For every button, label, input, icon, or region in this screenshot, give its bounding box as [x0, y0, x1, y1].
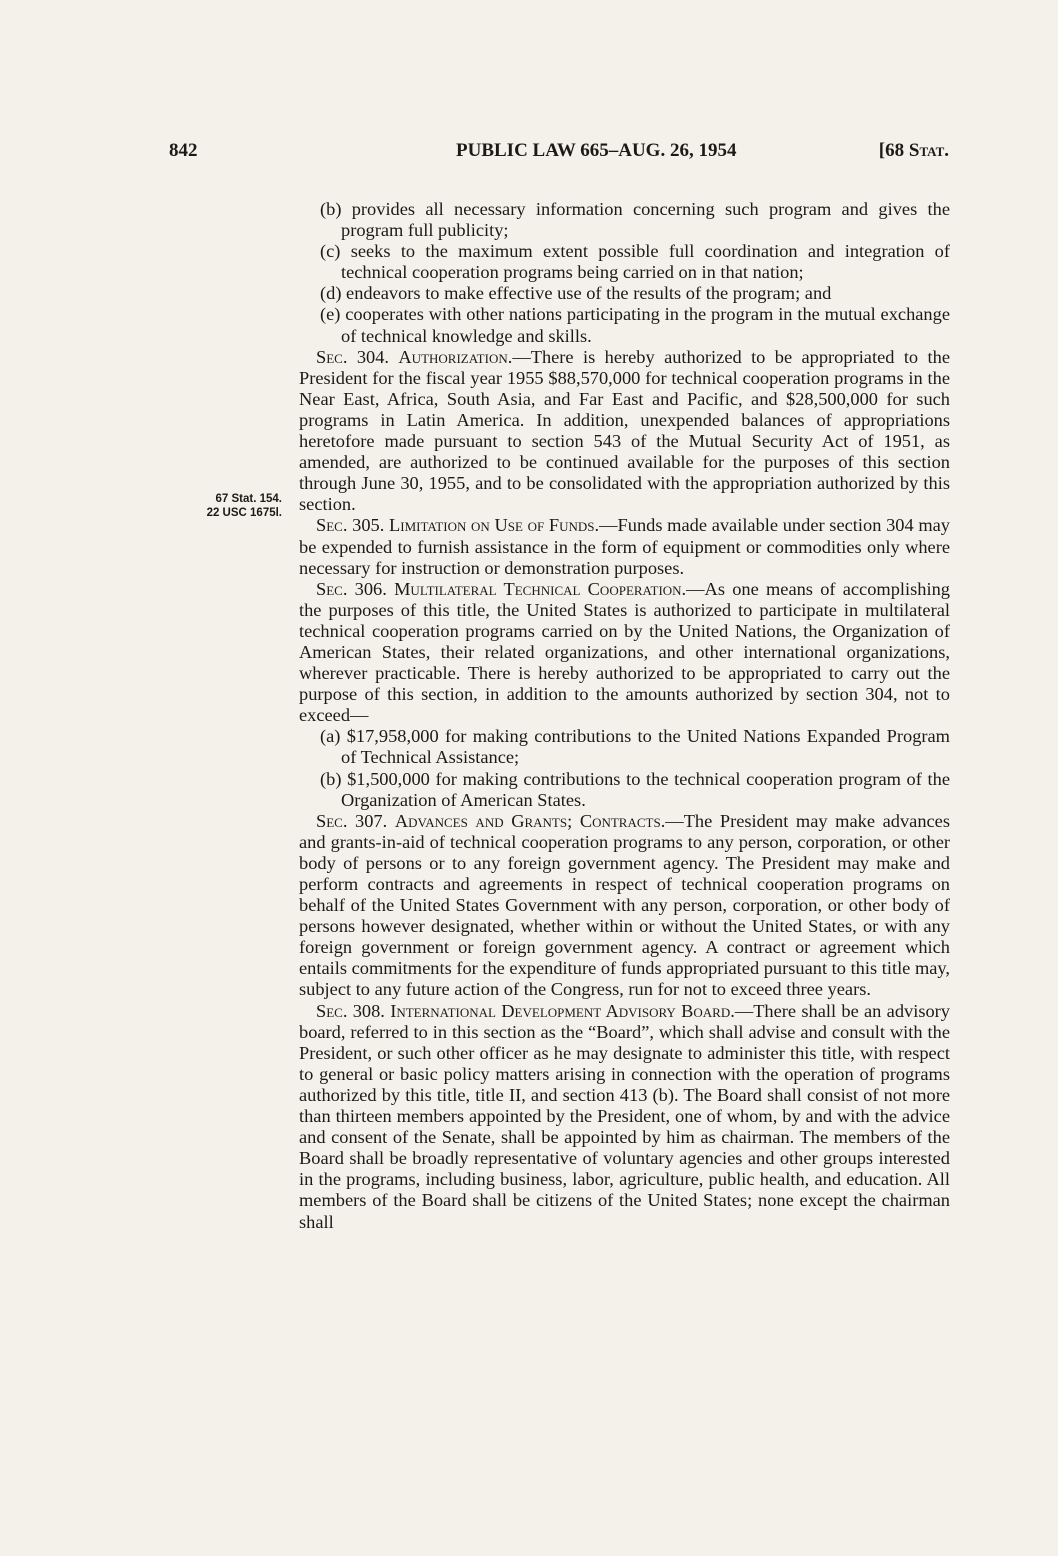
- margin-citation-usc: 22 USC 1675l.: [206, 507, 282, 519]
- section-306: [299, 579, 950, 727]
- clause-e: (e) cooperates with other nations participating in the program in the mutual exchange of technical knowledge and skills.: [320, 304, 950, 346]
- section-heading-contracts: Contracts.: [579, 810, 666, 831]
- section-body: —There shall be an advisory board, referred to in this section as the “Board”, which shall advise and consult with the President, or such other officer as he may designate to administer this title, with respect to general or basic policy matters arising in connection with the operation of programs authorized by this title, title II, and section 413 (b). The Board shall consist of not more than thirteen members appointed by the President, one of whom, by and with the advice and consent of the Senate, shall be appointed by him as chairman. The members of the Board shall be broadly representative of voluntary agencies and other groups interested in the programs, including business, labor, agriculture, public health, and education. All members of the Board shall be citizens of the United States; none except the chairman shall: [299, 1000, 950, 1232]
- section-heading: International Development Advisory Board.: [390, 1000, 735, 1021]
- section-label: Sec. 307.: [316, 810, 388, 831]
- section-heading: Multilateral Technical Cooperation.: [394, 578, 687, 599]
- section-label: Sec. 305.: [316, 515, 385, 536]
- section-body: —The President may make advances and grants-in-aid of technical cooperation programs to any person, corporation, or other body of persons or to any foreign government agency. The President may make and perform contracts and agreements in respect of technical cooperation programs on behalf of the United States Government with any person, corporation, or other body of persons however designated, whether within or without the United States, or with any foreign government or foreign government agency. A contract or agreement which entails commitments for the expenditure of funds appropriated pursuant to this title may, subject to any future action of the Congress, run for not to exceed three years.: [299, 810, 951, 1000]
- section-body: —As one means of accomplishing the purposes of this title, the United States is authorized to participate in multilateral technical cooperation programs carried on by the United Nations, the Organization of American States, their related organizations, and other international organizations, wherever practicable. There is hereby authorized to be appropriated to carry out the purpose of this section, in addition to the amounts authorized by section 304, not to exceed—: [299, 578, 950, 726]
- margin-citation-stat: 67 Stat. 154.: [215, 493, 282, 505]
- clause-c: (c) seeks to the maximum extent possible full coordination and integration of technical cooperation programs being carried on in that nation;: [320, 241, 950, 283]
- statute-text: [299, 199, 950, 1233]
- section-heading: Limitation on Use of Funds.: [389, 515, 600, 536]
- section-307: [299, 811, 950, 1001]
- section-305: [299, 515, 950, 578]
- page-number: 842: [169, 140, 198, 161]
- clause-d: (d) endeavors to make effective use of the results of the program; and: [320, 283, 832, 304]
- section-label: Sec. 306.: [316, 578, 387, 599]
- margin-citation: [150, 492, 282, 520]
- section-heading-advances: Advances and Grants: [394, 810, 568, 831]
- section-heading-separator: ;: [567, 810, 580, 831]
- page-header: [169, 140, 949, 170]
- volume-reference: [68 Stat.: [878, 140, 949, 161]
- section-306-clause-b: (b) $1,500,000 for making contributions to the technical cooperation program of the Organization of American States.: [320, 768, 950, 810]
- section-label: Sec. 308.: [316, 1000, 385, 1021]
- section-304: [299, 347, 950, 516]
- section-306-clause-a: (a) $17,958,000 for making contributions to the United Nations Expanded Program of Technical Assistance;: [320, 726, 950, 768]
- section-308: [299, 1001, 950, 1233]
- running-title: PUBLIC LAW 665–AUG. 26, 1954: [456, 140, 737, 161]
- clause-b: (b) provides all necessary information concerning such program and gives the program full publicity;: [320, 199, 950, 241]
- section-label: Sec. 304.: [316, 346, 390, 367]
- section-heading: Authorization.: [398, 346, 513, 367]
- section-body: —Funds made available under section 304 may be expended to furnish assistance in the form of equipment or commodities only where necessary for instruction or demonstration purposes.: [299, 515, 950, 578]
- section-body: —There is hereby authorized to be appropriated to the President for the fiscal year 1955 $88,570,000 for technical cooperation programs in the Near East, Africa, South Asia, and Far East and Pacific, and $28,500,000 for such programs in Latin America. In addition, unexpended balances of appropriations heretofore made pursuant to section 543 of the Mutual Security Act of 1951, as amended, are authorized to be continued available for the purposes of this section through June 30, 1955, and to be consolidated with the appropriation authorized by this section.: [299, 346, 950, 515]
